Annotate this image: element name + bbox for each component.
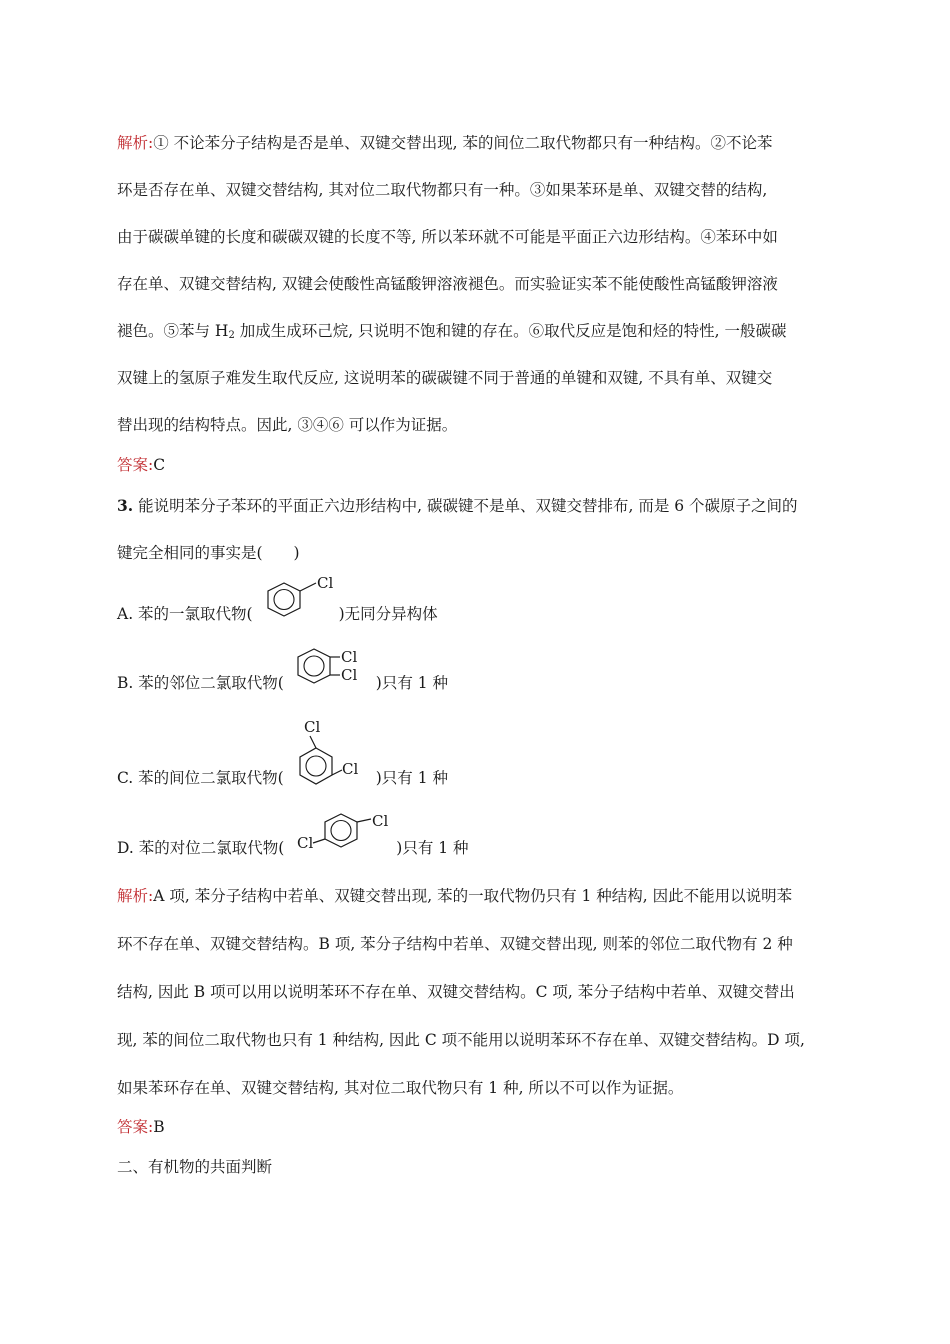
option-a: A. 苯的一氯取代物( )无同分异构体 xyxy=(117,605,438,623)
meta-dichlorobenzene-structure xyxy=(292,716,382,796)
answer-value: B xyxy=(153,1118,165,1136)
answer-value: C xyxy=(153,456,166,474)
analysis-label: 解析: xyxy=(117,887,154,905)
analysis1-line-2: 环是否存在单、双键交替结构, 其对位二取代物都只有一种。③如果苯环是单、双键交替的结构, xyxy=(117,181,768,199)
svg-text:Cl: Cl xyxy=(317,574,334,592)
analysis2-line-4: 现, 苯的间位二取代物也只有 1 种结构, 因此 C 项不能用以说明苯环不存在单、双键交替结构。D 项, xyxy=(117,1031,805,1049)
question-number: 3. xyxy=(117,496,134,515)
analysis1-line-3: 由于碳碳单键的长度和碳碳双键的长度不等, 所以苯环就不可能是平面正六边形结构。④苯环中如 xyxy=(117,228,778,246)
answer-label: 答案: xyxy=(117,1118,154,1136)
analysis1-line-5: 褪色。⑤苯与 $H_2$ 加成生成环己烷, 只说明不饱和键的存在。⑥取代反应是饱和烃的特性, 一般碳碳 xyxy=(117,322,787,341)
analysis1-line-7: 替出现的结构特点。因此, ③④⑥ 可以作为证据。 xyxy=(117,416,458,434)
para-dichlorobenzene-structure xyxy=(297,808,407,858)
svg-text:Cl: Cl xyxy=(297,834,314,852)
ortho-dichlorobenzene-structure xyxy=(292,644,382,694)
svg-text:Cl: Cl xyxy=(372,812,389,830)
chlorobenzene-structure xyxy=(262,574,342,624)
svg-text:Cl: Cl xyxy=(304,718,321,736)
svg-text:Cl: Cl xyxy=(341,666,358,684)
answer1 xyxy=(117,455,165,475)
analysis1-line-6: 双键上的氢原子难发生取代反应, 这说明苯的碳碳键不同于普通的单键和双键, 不具有单、双键交 xyxy=(117,369,773,387)
question3-line-2: 键完全相同的事实是( ) xyxy=(117,544,300,562)
analysis-label: 解析: xyxy=(117,134,154,152)
option-b: B. 苯的邻位二氯取代物( )只有 1 种 xyxy=(117,674,449,692)
analysis2-line-2: 环不存在单、双键交替结构。B 项, 苯分子结构中若单、双键交替出现, 则苯的邻位二取代物有 2 种 xyxy=(117,935,793,953)
svg-text:Cl: Cl xyxy=(341,648,358,666)
answer2 xyxy=(117,1117,165,1137)
section-heading: 二、有机物的共面判断 xyxy=(117,1158,273,1176)
question3-line-1: 3. 能说明苯分子苯环的平面正六边形结构中, 碳碳键不是单、双键交替排布, 而是 6 个碳原子之间的 xyxy=(117,496,798,515)
analysis1-line-4: 存在单、双键交替结构, 双键会使酸性高锰酸钾溶液褪色。而实验证实苯不能使酸性高锰酸钾溶液 xyxy=(117,275,778,293)
svg-text:Cl: Cl xyxy=(342,760,359,778)
analysis1-line-1: 解析:① 不论苯分子结构是否是单、双键交替出现, 苯的间位二取代物都只有一种结构。②不论苯 xyxy=(117,134,773,152)
analysis2-line-3: 结构, 因此 B 项可以用以说明苯环不存在单、双键交替结构。C 项, 苯分子结构中若单、双键交替出 xyxy=(117,983,795,1001)
option-d: D. 苯的对位二氯取代物( )只有 1 种 xyxy=(117,839,469,857)
answer-label: 答案: xyxy=(117,456,154,474)
analysis2-line-5: 如果苯环存在单、双键交替结构, 其对位二取代物只有 1 种, 所以不可以作为证据。 xyxy=(117,1079,684,1097)
analysis2-line-1: 解析:A 项, 苯分子结构中若单、双键交替出现, 苯的一取代物仍只有 1 种结构, 因此不能用以说明苯 xyxy=(117,887,793,905)
option-c: C. 苯的间位二氯取代物( )只有 1 种 xyxy=(117,769,448,787)
